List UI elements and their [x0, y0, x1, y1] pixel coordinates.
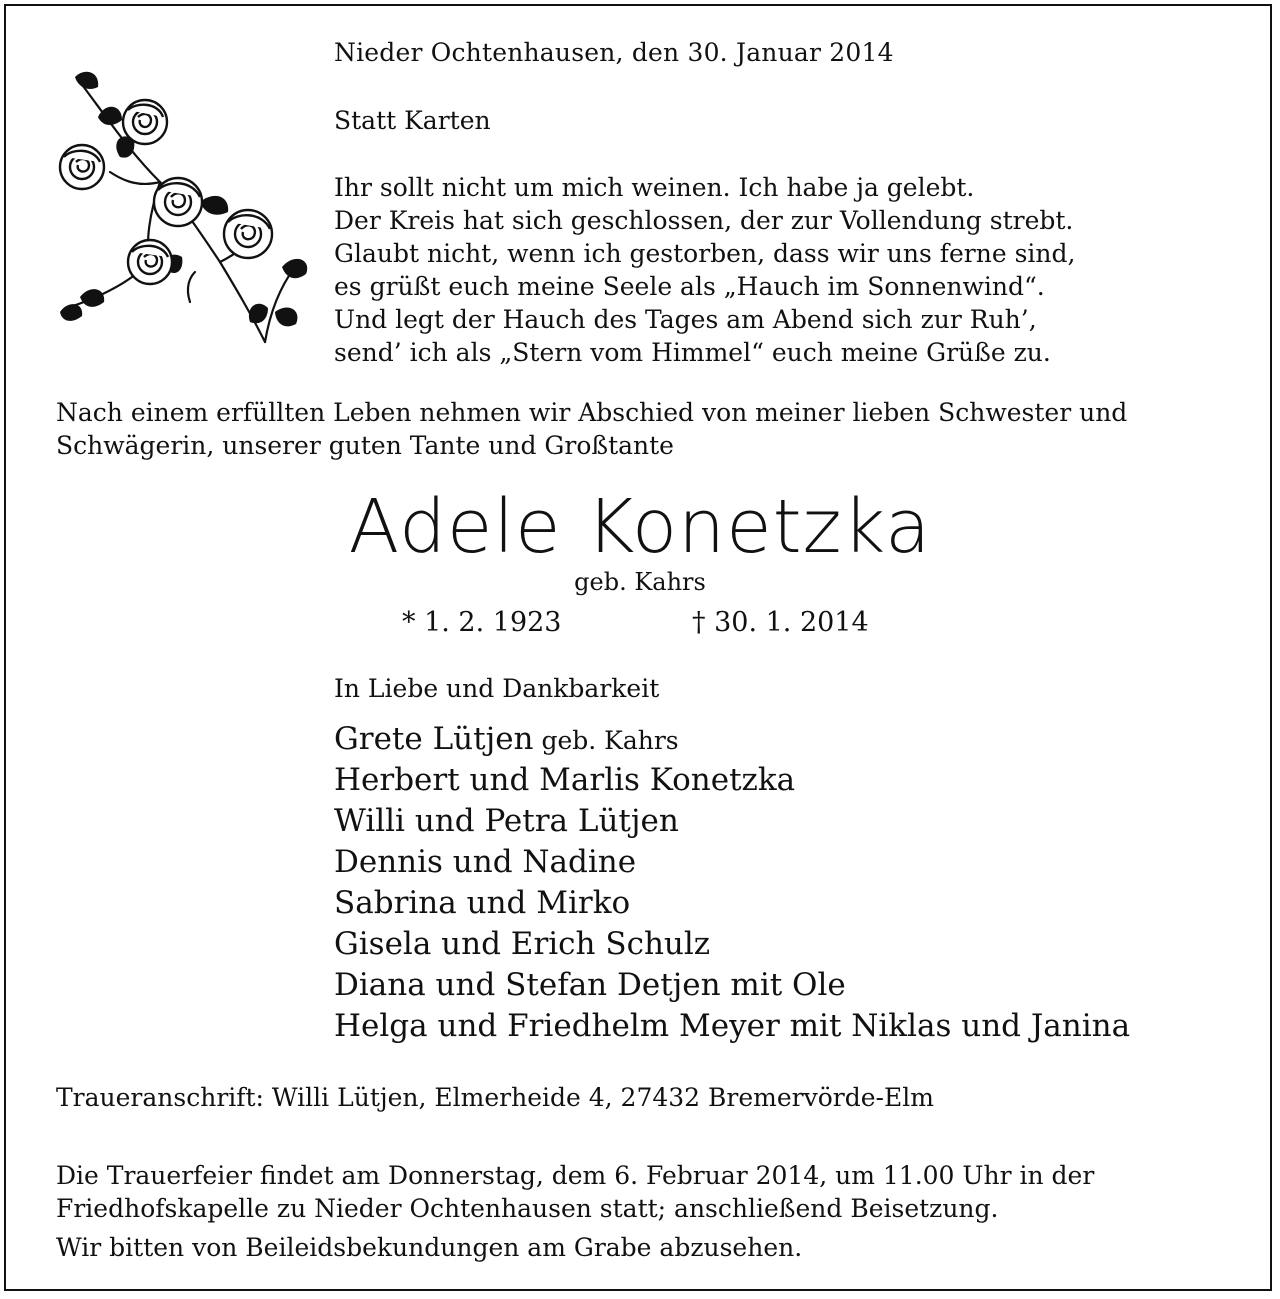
service-info — [56, 1159, 1094, 1225]
poem-line: es grüßt euch meine Seele als „Hauch im Sonnenwind“. — [334, 272, 1045, 301]
birth-date: * 1. 2. 1923 — [402, 607, 562, 638]
poem-line: Ihr sollt nicht um mich weinen. Ich habe ja gelebt. — [334, 173, 975, 202]
mourning-address: Traueranschrift: Willi Lütjen, Elmerheide 4, 27432 Bremervörde-Elm — [56, 1083, 934, 1112]
intro-line: Nach einem erfüllten Leben nehmen wir Abschied von meiner lieben Schwester und — [56, 398, 1128, 427]
family-member: Sabrina und Mirko — [334, 885, 631, 921]
death-date: † 30. 1. 2014 — [692, 607, 869, 638]
rose-branch-icon — [50, 62, 310, 352]
family-member-name: Grete Lütjen — [334, 721, 534, 757]
intro-text — [56, 396, 1127, 462]
family-member — [334, 719, 1130, 760]
in-liebe-heading: In Liebe und Dankbarkeit — [334, 674, 660, 703]
family-member: Willi und Petra Lütjen — [334, 803, 679, 839]
poem-line: send’ ich als „Stern vom Himmel“ euch meine Grüße zu. — [334, 338, 1051, 367]
service-line: Die Trauerfeier findet am Donnerstag, dem 6. Februar 2014, um 11.00 Uhr in der — [56, 1161, 1095, 1190]
poem-line: Der Kreis hat sich geschlossen, der zur Vollendung strebt. — [334, 206, 1074, 235]
family-member: Herbert und Marlis Konetzka — [334, 762, 796, 798]
poem-line: Glaubt nicht, wenn ich gestorben, dass wir uns ferne sind, — [334, 239, 1076, 268]
dateline: Nieder Ochtenhausen, den 30. Januar 2014 — [334, 38, 894, 67]
family-member: Dennis und Nadine — [334, 844, 637, 880]
family-member-suffix: geb. Kahrs — [533, 726, 679, 755]
maiden-name: geb. Kahrs — [574, 568, 706, 596]
poem-line: Und legt der Hauch des Tages am Abend sich zur Ruh’, — [334, 305, 1037, 334]
poem — [334, 171, 1075, 369]
service-line: Friedhofskapelle zu Nieder Ochtenhausen statt; anschließend Beisetzung. — [56, 1194, 999, 1223]
family-member: Gisela und Erich Schulz — [334, 926, 711, 962]
family-list — [334, 719, 1130, 1047]
intro-line: Schwägerin, unserer guten Tante und Großtante — [56, 431, 674, 460]
deceased-name: Adele Konetzka — [348, 484, 932, 570]
condolence-note: Wir bitten von Beileidsbekundungen am Grabe abzusehen. — [56, 1233, 803, 1262]
family-member: Helga und Friedhelm Meyer mit Niklas und Janina — [334, 1008, 1131, 1044]
statt-karten: Statt Karten — [334, 106, 491, 135]
family-member: Diana und Stefan Detjen mit Ole — [334, 967, 846, 1003]
